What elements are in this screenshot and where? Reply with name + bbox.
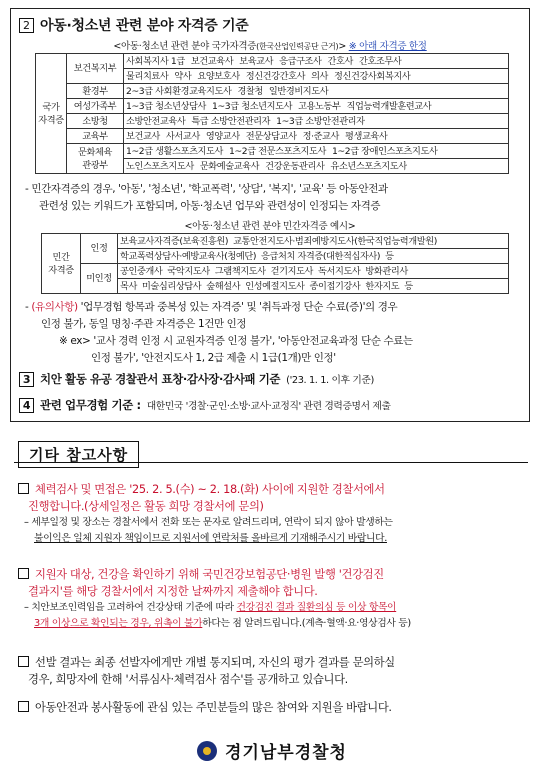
cert-item: 특급 소방안전관리자	[191, 115, 271, 127]
cert-item: 등	[385, 250, 394, 262]
cert-item: 정신건강사회복지사	[334, 70, 411, 82]
cert-item: 사회복지사 1급	[126, 55, 185, 67]
cert-item: 평생교육사	[345, 130, 388, 142]
org-cell: 문화체육 관광부	[67, 144, 124, 174]
cert-item: 미술심리상담사	[141, 280, 202, 292]
criteria-box	[10, 8, 530, 422]
cert-item: 그램책지도사	[214, 265, 266, 277]
cert-item: 등	[404, 280, 413, 292]
cert-item: 유소년스포츠지도사	[330, 160, 407, 172]
table-row	[36, 129, 509, 144]
cert-item: 정·준교사	[302, 130, 339, 142]
org-cell: 교육부	[67, 129, 124, 144]
private-note-1: - 민간자격증의 경우, '아동', '청소년', '학교폭력', '상담', '복지', '교육' 등 아동안전과	[25, 183, 388, 195]
section-number: 2	[19, 18, 34, 33]
section-3-header: 3 치안 활동 유공 경찰관서 표창·감사장·감사패 기준 ('23. 1. 1. 이후 기준)	[19, 371, 374, 387]
cert-item: 간호조무사	[358, 55, 402, 67]
cert-item: 국악지도사	[167, 265, 210, 277]
org-cell: 보건복지부	[67, 54, 124, 84]
cert-item: 응급구조사	[279, 55, 322, 67]
cert-item: 1~3급 청소년상담사	[126, 100, 207, 112]
section-2-header	[19, 15, 248, 35]
section-3-title: 치안 활동 유공 경찰관서 표창·감사장·감사패 기준	[40, 372, 281, 386]
status-cell: 인정	[81, 234, 118, 264]
cert-item: 노인스포츠지도사	[126, 160, 194, 172]
cert-item: 직업능력개발훈련교사	[346, 100, 432, 112]
cert-item: 소방안전교육사	[126, 115, 186, 127]
items-cell	[124, 159, 509, 174]
example-2: 인정 불가', '안전지도사 1, 2급 제출 시 1급(1개)만 인정'	[91, 352, 336, 364]
notice-3: 선발 결과는 최종 선발자에게만 개별 통지되며, 자신의 평가 결과를 문의하실 경우, 희망자에 한해 '서류심사·체력검사 점수'를 공개하고 있습니다.	[18, 654, 530, 688]
org-cell: 여성가족부	[67, 99, 124, 114]
row-label: 국가 자격증	[36, 54, 67, 174]
cert-item: 방화관리사	[365, 265, 408, 277]
items-cell	[118, 279, 509, 294]
items-cell	[118, 264, 509, 279]
notice-1: 체력검사 및 면접은 '25. 2. 5.(수) ~ 2. 18.(화) 사이에 지원한 경찰서에서 진행합니다.(상세일정은 활동 희망 경찰서에 문의) – 세부일정 및 장소는 경찰서에서 전화 또는 문자로 알려드리며, 연락이 되지 않아 발생하는 불이익은 일체 지원자 책임이므로 지원서에 연락처를 올바르게 기재해주시기 바랍니다.	[18, 481, 530, 547]
cert-item: 보건교사	[126, 130, 160, 142]
table-row	[36, 144, 509, 159]
footer	[0, 738, 544, 763]
items-cell	[118, 234, 509, 249]
cert-item: 간호사	[327, 55, 353, 67]
cert-item: 2~3급 사회환경교육지도사	[126, 85, 232, 97]
section-4-header: 4 관련 업무경험 기준 : 대한민국 '경찰·군인·소방·교사·교정직' 관련 경력증명서 제출	[19, 397, 391, 413]
cert-item: 걷기지도사	[270, 265, 314, 277]
cert-item: 일반경비지도사	[268, 85, 329, 97]
notice-4: 아동안전과 봉사활동에 관심 있는 주민분들의 많은 참여와 지원을 바랍니다.	[18, 699, 530, 716]
items-cell	[124, 84, 509, 99]
cert-item: 종이접기강사	[309, 280, 361, 292]
cert-item: 보육교사자격증(보육진흥원)	[120, 235, 229, 247]
cert-item: 한자지도	[365, 280, 400, 292]
items-cell	[124, 99, 509, 114]
table-row	[36, 99, 509, 114]
cert-item: 건강운동관리사	[265, 160, 325, 172]
cert-item: 보육교사	[239, 55, 274, 67]
org-cell: 환경부	[67, 84, 124, 99]
cert-item: 1~2급 장애인스포츠지도사	[332, 145, 438, 157]
etc-title: 기타 참고사항	[18, 441, 139, 468]
caption-note: ※ 아래 자격증 한정	[348, 41, 427, 52]
national-caption: <아동·청소년 관련 분야 국가자격증(한국산업인력공단 근거)> ※ 아래 자격증 한정	[113, 41, 427, 52]
cert-item: 1~3급 소방안전관리자	[276, 115, 365, 127]
cert-item: 1~3급 청소년지도사	[212, 100, 293, 112]
cert-item: 응급처치 자격증(대한적십자사)	[261, 250, 381, 262]
section-4-desc: 대한민국 '경찰·군인·소방·교사·교정직' 관련 경력증명서 제출	[146, 401, 391, 412]
cert-item: 보건교육사	[190, 55, 234, 67]
items-cell	[124, 114, 509, 129]
cert-item: 학교폭력상담사·예방교육사(청예단)	[120, 250, 257, 262]
items-cell	[118, 249, 509, 264]
cert-item: 1~2급 전문스포츠지도사	[229, 145, 326, 157]
table-row	[36, 54, 509, 69]
caution-2: 인정 불가, 동일 명칭·주관 자격증은 1건만 인정	[41, 318, 247, 330]
section-title: 아동·청소년 관련 분야 자격증 기준	[40, 18, 249, 34]
cert-item: 영양교사	[205, 130, 240, 142]
divider	[14, 462, 528, 463]
cert-item: 경찰청	[237, 85, 263, 97]
cert-item: 목사	[120, 280, 137, 292]
items-cell	[124, 69, 509, 84]
cert-item: 문화예술교육사	[199, 160, 260, 172]
private-caption: <아동·청소년 관련 분야 민간자격증 예시>	[184, 221, 356, 232]
status-cell: 미인정	[81, 264, 118, 294]
cert-item: 물리치료사	[126, 70, 169, 82]
items-cell	[124, 129, 509, 144]
police-emblem-icon	[197, 741, 217, 761]
cert-item: 사서교사	[165, 130, 200, 142]
section-4-title: 관련 업무경험 기준 :	[40, 398, 141, 412]
example-1: ※ ex> '교사 경력 인정 시 교원자격증 인정 불가', '아동안전교육과정 단순 수료는	[59, 335, 413, 347]
cert-item: 공인중개사	[120, 265, 163, 277]
table-row	[36, 114, 509, 129]
footer-org: 경기남부경찰청	[225, 743, 347, 763]
cert-item: 의사	[311, 70, 329, 82]
cert-item: 숲해설사	[206, 280, 241, 292]
row-label: 민간 자격증	[42, 234, 81, 294]
notice-2: 지원자 대상, 건강을 확인하기 위해 국민건강보험공단·병원 발행 '건강검진 결과지'를 해당 경찰서에서 지정한 날짜까지 제출해야 합니다. – 치안보조인력임을 고려하여 건강상태 기준에 따라 건강검진 결과 질환의심 등 이상 항목이 3개 이상으로 확인되는 경우, 위촉이 불가하다는 점 알려드립니다.(계측·혈액·요·영상검사 등)	[18, 566, 530, 632]
cert-item: 독서지도사	[318, 265, 361, 277]
cert-item: 정신건강간호사	[245, 70, 306, 82]
cert-item: 1~2급 생활스포츠지도사	[126, 145, 223, 157]
table-row	[36, 84, 509, 99]
cert-item: 인성예절지도사	[245, 280, 305, 292]
cert-item: 요양보호사	[197, 70, 240, 82]
items-cell	[124, 54, 509, 69]
org-cell: 소방청	[67, 114, 124, 129]
section-3-date: ('23. 1. 1. 이후 기준)	[286, 375, 374, 386]
cert-item: 전문상담교사	[245, 130, 297, 142]
private-note-2: 관련성 있는 키워드가 포함되며, 아동·청소년 업무와 관련성이 인정되는 자격증	[39, 200, 381, 212]
cert-item: 약사	[174, 70, 192, 82]
cert-item: 고용노동부	[298, 100, 341, 112]
items-cell	[124, 144, 509, 159]
national-cert-table	[35, 53, 509, 174]
table-row	[42, 264, 509, 279]
table-row	[42, 234, 509, 249]
cert-item: 교통안전지도사·범죄예방지도사(한국직업능력개발원)	[233, 235, 437, 247]
private-cert-table	[41, 233, 509, 294]
caution-1: - (유의사항) '업무경험 항목과 중복성 있는 자격증' 및 '취득과정 단순 수료(증)'의 경우	[25, 301, 398, 313]
